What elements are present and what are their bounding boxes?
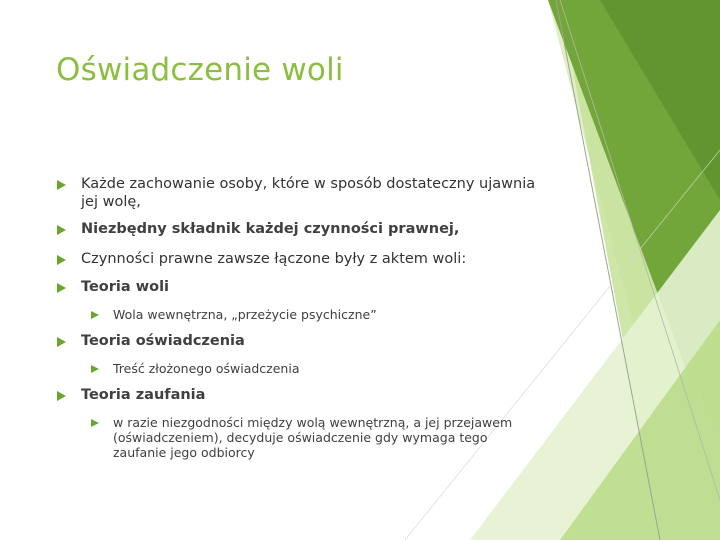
bullet-text: Teoria woli (81, 279, 170, 295)
bullet-arrow-icon (57, 225, 66, 235)
list-item (91, 361, 513, 376)
bullet-text: Teoria zaufania (81, 387, 206, 403)
bullet-text: Niezbędny składnik każdej czynności prawnej, (81, 221, 460, 237)
bullet-arrow-icon (57, 391, 66, 401)
bullet-arrow-icon (57, 337, 66, 347)
sub-bullet-text: Wola wewnętrzna, „przeżycie psychiczne” (113, 307, 377, 322)
bullet-arrow-icon (57, 255, 66, 265)
list-item (57, 386, 551, 404)
list-item (91, 415, 513, 460)
list-item (57, 175, 551, 211)
slide-title: Oświadczenie woli (56, 52, 344, 88)
list-item (57, 278, 551, 296)
sub-bullet-text: Treść złożonego oświadczenia (113, 361, 300, 376)
list-item (91, 307, 513, 322)
bullet-text: Każde zachowanie osoby, które w sposób dostateczny ujawnia jej wolę, (81, 176, 536, 210)
list-item (57, 250, 551, 268)
bullet-arrow-icon (57, 180, 66, 190)
sub-bullet-arrow-icon (91, 311, 99, 319)
sub-bullet-arrow-icon (91, 365, 99, 373)
bullet-arrow-icon (57, 283, 66, 293)
sub-bullet-text: w razie niezgodności między wolą wewnętrzną, a jej przejawem (oświadczeniem), decyduje oświadczenie gdy wymaga tego zaufanie jego odbiorcy (113, 415, 513, 460)
list-item (57, 332, 551, 350)
sub-bullet-arrow-icon (91, 419, 99, 427)
bullet-text: Czynności prawne zawsze łączone były z aktem woli: (81, 251, 467, 267)
list-item (57, 220, 551, 238)
bullet-text: Teoria oświadczenia (81, 333, 245, 349)
